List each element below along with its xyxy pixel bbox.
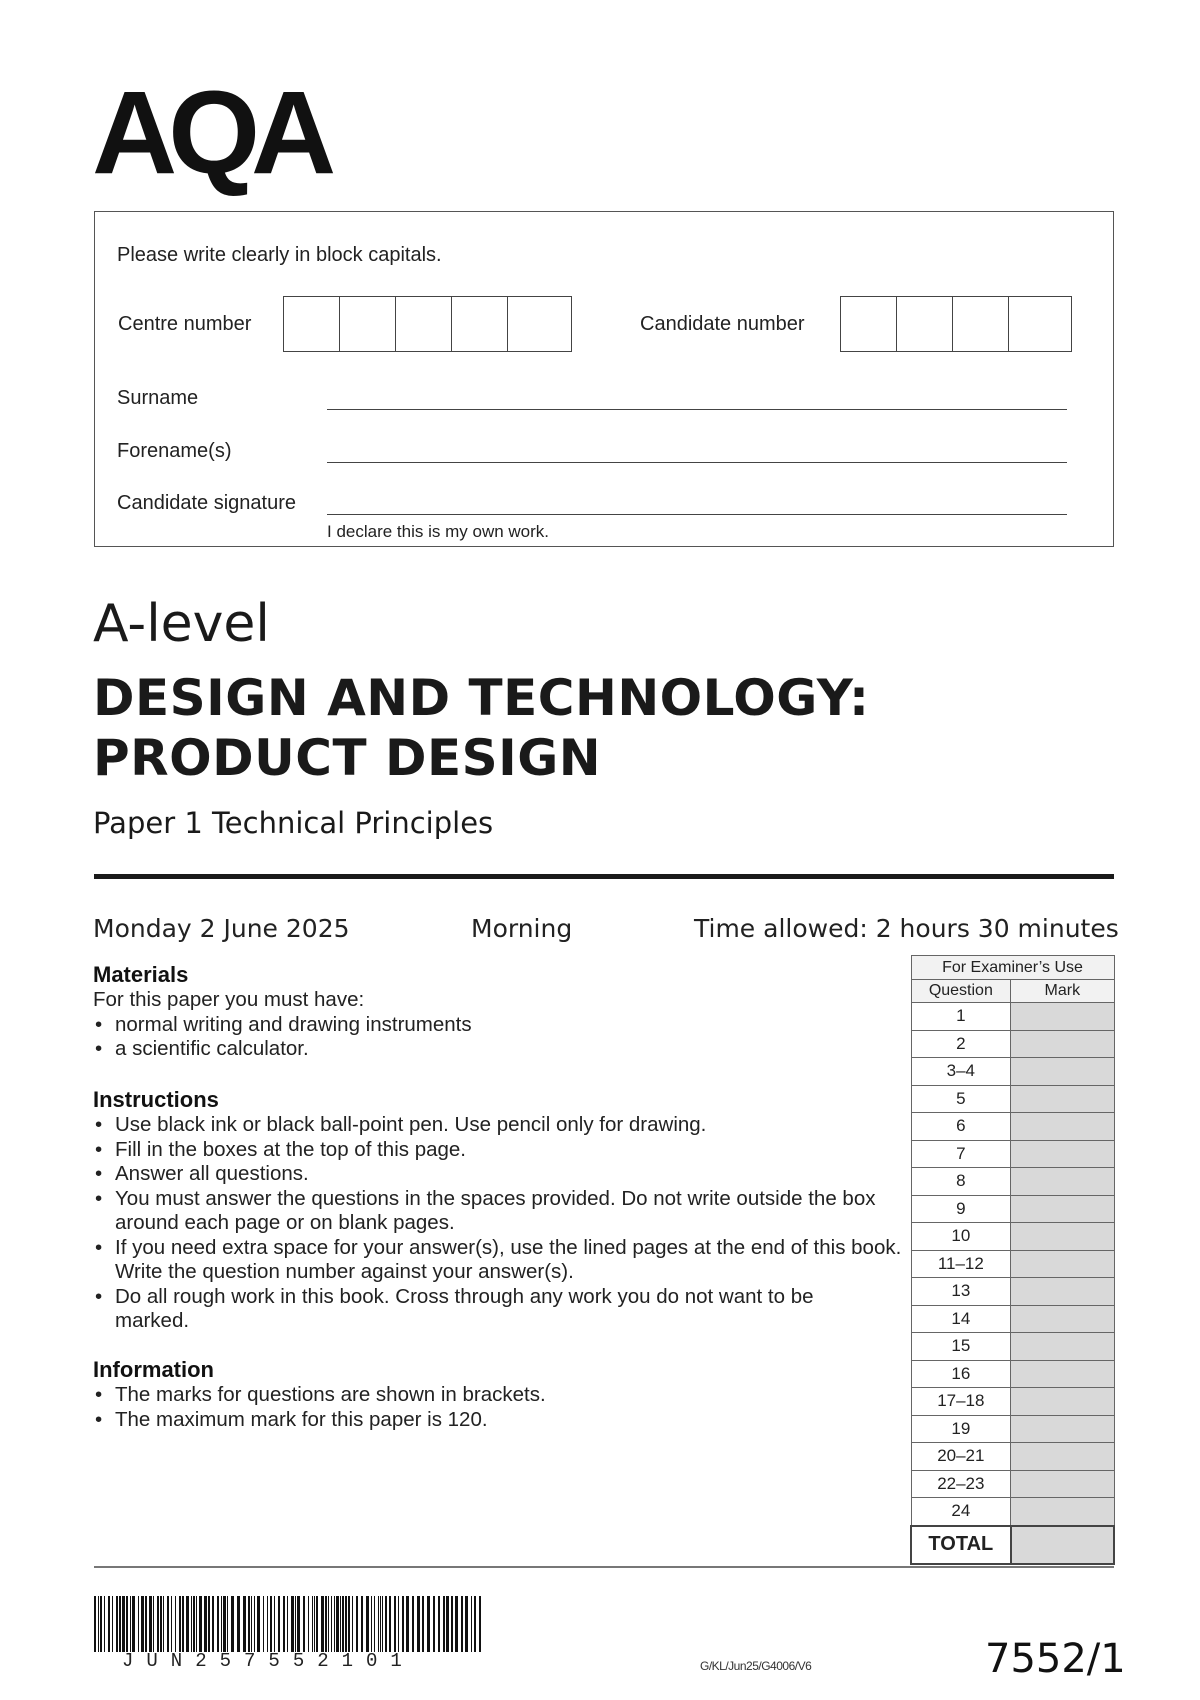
mark-cell[interactable]	[1011, 1003, 1114, 1031]
list-item: • a scientific calculator.	[93, 1037, 893, 1062]
surname-field[interactable]	[327, 409, 1067, 410]
mark-cell[interactable]	[1011, 1223, 1114, 1251]
mark-cell[interactable]	[1011, 1085, 1114, 1113]
signature-label: Candidate signature	[117, 492, 297, 514]
materials-intro: For this paper you must have:	[93, 988, 365, 1011]
candidate-number-digit-box[interactable]	[841, 297, 897, 351]
mark-cell[interactable]	[1011, 1195, 1114, 1223]
list-item: • Answer all questions.	[93, 1162, 893, 1187]
question-number-cell: 20–21	[911, 1443, 1011, 1471]
question-number-cell: 13	[911, 1278, 1011, 1306]
table-row	[911, 1388, 1114, 1416]
table-row	[911, 1195, 1114, 1223]
exam-session: Morning	[471, 914, 573, 943]
table-row	[911, 1140, 1114, 1168]
question-number-cell: 22–23	[911, 1470, 1011, 1498]
instructions-list	[93, 1113, 902, 1334]
information-section	[93, 1357, 893, 1432]
question-number-cell: 14	[911, 1305, 1011, 1333]
list-item: • You must answer the questions in the spaces provided. Do not write outside the box around each page or on blank pages.	[93, 1187, 885, 1236]
table-row	[911, 1113, 1114, 1141]
table-row	[911, 1250, 1114, 1278]
information-list	[93, 1383, 893, 1432]
signature-field[interactable]	[327, 514, 1067, 515]
list-item: • Use black ink or black ball-point pen. Use pencil only for drawing.	[93, 1113, 893, 1138]
mark-cell[interactable]	[1011, 1333, 1114, 1361]
list-item: • Do all rough work in this book. Cross through any work you do not want to be marked.	[93, 1285, 875, 1334]
table-row	[911, 1498, 1114, 1526]
list-item: • normal writing and drawing instruments	[93, 1013, 893, 1038]
mark-cell[interactable]	[1011, 1113, 1114, 1141]
paper-title: Paper 1 Technical Principles	[93, 806, 494, 840]
document-reference: G/KL/Jun25/G4006/V6	[700, 1659, 812, 1673]
barcode-image	[94, 1596, 484, 1652]
list-item: • Fill in the boxes at the top of this page.	[93, 1138, 893, 1163]
question-number-cell: 24	[911, 1498, 1011, 1526]
centre-number-digit-box[interactable]	[508, 297, 564, 351]
block-capitals-instruction: Please write clearly in block capitals.	[117, 244, 442, 266]
mark-cell[interactable]	[1011, 1470, 1114, 1498]
mark-cell[interactable]	[1011, 1278, 1114, 1306]
mark-cell[interactable]	[1011, 1443, 1114, 1471]
total-mark-cell[interactable]	[1011, 1526, 1114, 1564]
question-column-header: Question	[911, 980, 1011, 1003]
table-row	[911, 1278, 1114, 1306]
mark-column-header: Mark	[1011, 980, 1114, 1003]
question-number-cell: 8	[911, 1168, 1011, 1196]
mark-cell[interactable]	[1011, 1388, 1114, 1416]
question-number-cell: 7	[911, 1140, 1011, 1168]
examiner-use-table	[910, 955, 1115, 1565]
mark-cell[interactable]	[1011, 1030, 1114, 1058]
subject-title-line1: DESIGN AND TECHNOLOGY:	[93, 669, 870, 727]
question-number-cell: 15	[911, 1333, 1011, 1361]
title-divider	[94, 874, 1114, 879]
instructions-section	[93, 1087, 902, 1334]
table-row	[911, 1360, 1114, 1388]
table-row	[911, 1470, 1114, 1498]
question-number-cell: 19	[911, 1415, 1011, 1443]
list-item: • The marks for questions are shown in brackets.	[93, 1383, 893, 1408]
footer-divider	[94, 1566, 1114, 1568]
barcode-text: JUN257552101	[122, 1650, 415, 1672]
question-number-cell: 1	[911, 1003, 1011, 1031]
aqa-logo: AQA	[92, 67, 328, 199]
table-row	[911, 1443, 1114, 1471]
candidate-number-field[interactable]	[840, 296, 1072, 352]
table-row	[911, 1030, 1114, 1058]
materials-list	[93, 1013, 893, 1062]
mark-cell[interactable]	[1011, 1415, 1114, 1443]
table-row	[911, 1085, 1114, 1113]
materials-heading: Materials	[93, 962, 189, 987]
centre-number-digit-box[interactable]	[452, 297, 508, 351]
forename-field[interactable]	[327, 462, 1067, 463]
question-number-cell: 2	[911, 1030, 1011, 1058]
question-number-cell: 16	[911, 1360, 1011, 1388]
question-number-cell: 10	[911, 1223, 1011, 1251]
question-number-cell: 9	[911, 1195, 1011, 1223]
mark-cell[interactable]	[1011, 1250, 1114, 1278]
centre-number-label: Centre number	[118, 313, 252, 335]
table-row	[911, 1058, 1114, 1086]
question-number-cell: 6	[911, 1113, 1011, 1141]
total-row	[911, 1526, 1114, 1564]
question-number-cell: 5	[911, 1085, 1011, 1113]
table-row	[911, 1333, 1114, 1361]
forename-label: Forename(s)	[117, 440, 232, 462]
centre-number-digit-box[interactable]	[396, 297, 452, 351]
qualification-level: A-level	[93, 594, 270, 654]
centre-number-field[interactable]	[283, 296, 572, 352]
question-number-cell: 11–12	[911, 1250, 1011, 1278]
subject-title-line2: PRODUCT DESIGN	[93, 729, 602, 787]
list-item: • The maximum mark for this paper is 120.	[93, 1408, 893, 1433]
subject-title	[93, 668, 870, 788]
mark-cell[interactable]	[1011, 1140, 1114, 1168]
question-number-cell: 3–4	[911, 1058, 1011, 1086]
surname-label: Surname	[117, 387, 199, 409]
candidate-number-digit-box[interactable]	[897, 297, 953, 351]
examiner-table-title: For Examiner’s Use	[911, 956, 1114, 980]
candidate-number-label: Candidate number	[640, 313, 805, 335]
centre-number-digit-box[interactable]	[284, 297, 340, 351]
materials-section	[93, 962, 893, 1062]
mark-cell[interactable]	[1011, 1498, 1114, 1526]
total-label: TOTAL	[911, 1526, 1011, 1564]
mark-cell[interactable]	[1011, 1168, 1114, 1196]
table-row	[911, 1305, 1114, 1333]
table-row	[911, 1003, 1114, 1031]
list-item: • If you need extra space for your answer(s), use the lined pages at the end of this book. Write the question number against your answer(s).	[93, 1236, 905, 1285]
question-number-cell: 17–18	[911, 1388, 1011, 1416]
table-row	[911, 1415, 1114, 1443]
table-row	[911, 1223, 1114, 1251]
centre-number-digit-box[interactable]	[340, 297, 396, 351]
mark-cell[interactable]	[1011, 1305, 1114, 1333]
candidate-number-digit-box[interactable]	[953, 297, 1009, 351]
candidate-number-digit-box[interactable]	[1009, 297, 1065, 351]
mark-cell[interactable]	[1011, 1058, 1114, 1086]
table-row	[911, 1168, 1114, 1196]
exam-date: Monday 2 June 2025	[93, 914, 350, 943]
time-allowed: Time allowed: 2 hours 30 minutes	[694, 914, 1119, 943]
instructions-heading: Instructions	[93, 1087, 219, 1112]
information-heading: Information	[93, 1357, 214, 1382]
mark-cell[interactable]	[1011, 1360, 1114, 1388]
paper-code: 7552/1	[985, 1636, 1126, 1682]
declaration-text: I declare this is my own work.	[327, 522, 550, 541]
